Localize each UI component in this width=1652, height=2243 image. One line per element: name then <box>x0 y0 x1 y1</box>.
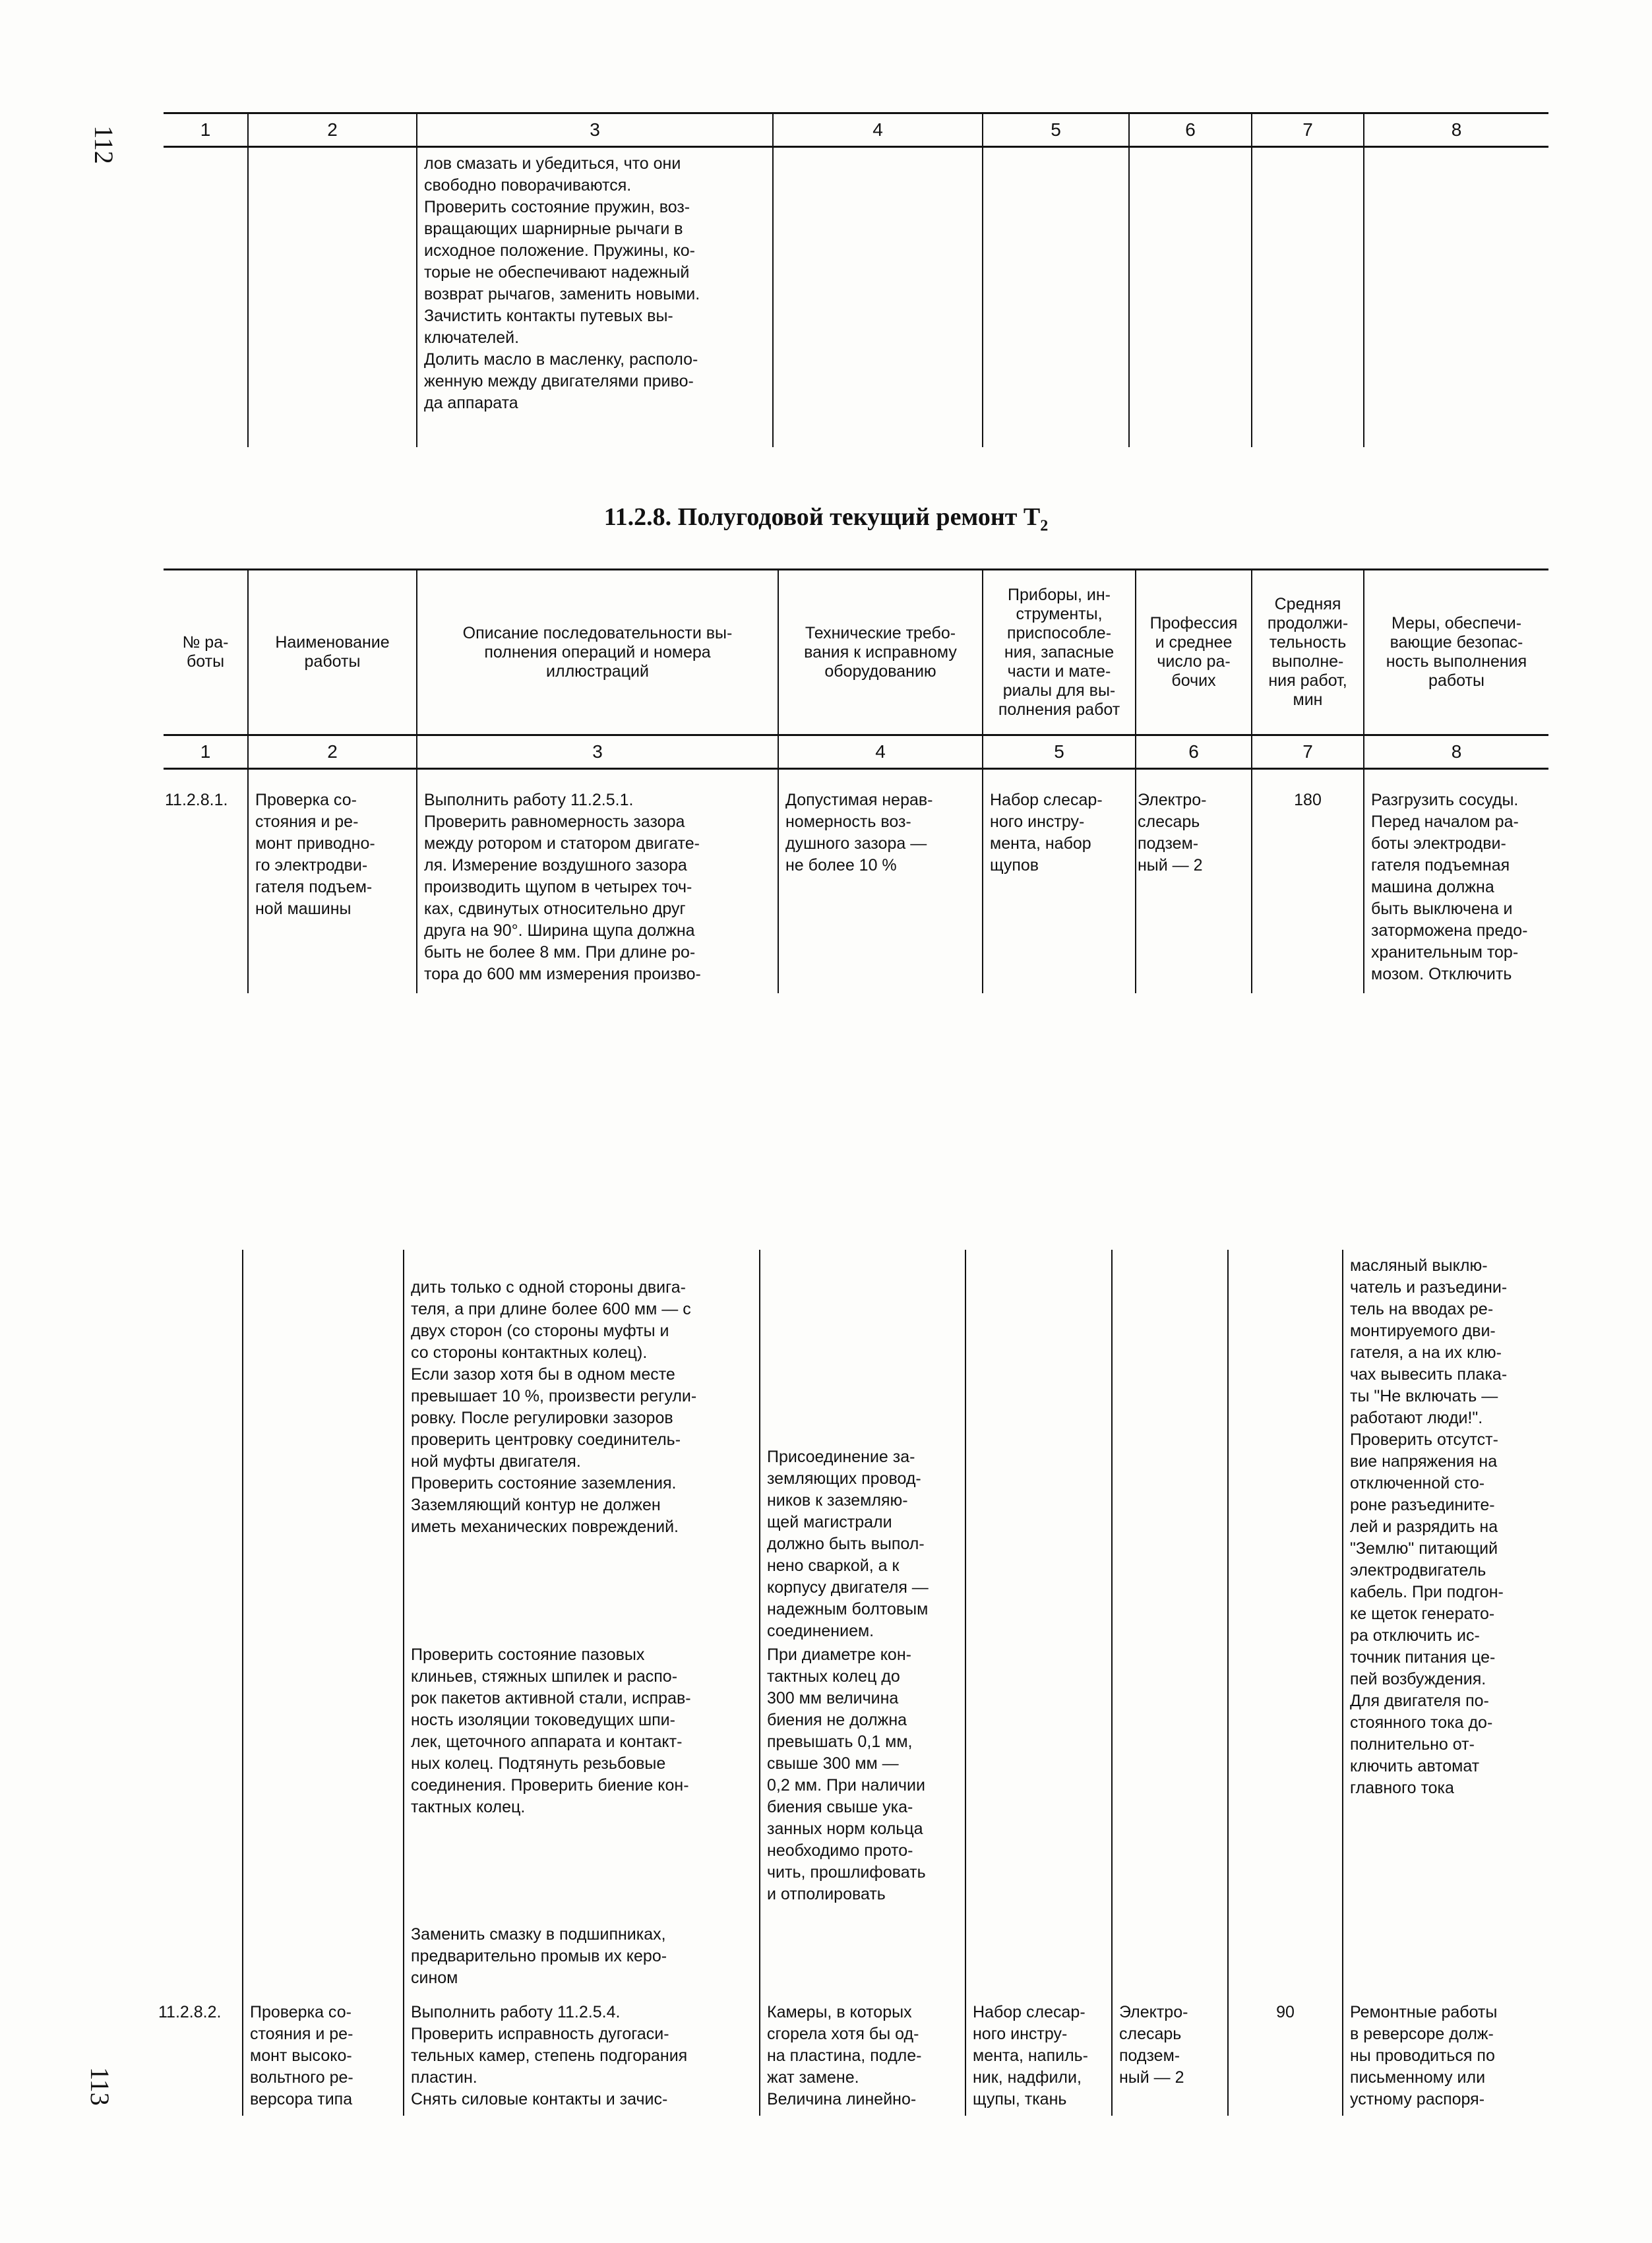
work-number: 11.2.8.2. <box>158 2003 222 2021</box>
header-duration: Средняя продолжи- тельность выполне- ния работ, мин <box>1252 570 1364 735</box>
continuation-safety: масляный выклю- чатель и разъедини- тель на вводах ре- монтируемого дви- гателя, а на их клю- чах вывесить плака- ты "Не включать — работают люди!". Проверить отсутст- вие напряжения на отключенной сто- роне разъедините- лей и разрядить на "Землю" питающий электродвигатель кабель. При подгон- ке щеток генерато- ра отключить ис- точник питания це- пей возбуждения. Для двигателя по- стоянного тока до- полнительно от- ключить автомат главного тока <box>1343 1250 1546 1996</box>
continuation-requirements-part: Присоединение за- земляющих провод- ников к заземляю- щей магистрали должно быть выпол- нено сваркой, а к корпусу двигателя — надежным болтовым соединением. <box>767 1448 929 1640</box>
column-number: 6 <box>1129 113 1252 147</box>
section-title-subscript: 2 <box>1040 517 1049 535</box>
header-work-number: № ра- боты <box>164 570 248 735</box>
top-table-number-row <box>164 113 1548 147</box>
column-number: 1 <box>164 735 248 769</box>
work-profession: Электро- слесарь подзем- ный — 2 <box>1112 1996 1228 2116</box>
column-number: 7 <box>1252 113 1364 147</box>
header-requirements: Технические требо- вания к исправному оборудованию <box>778 570 983 735</box>
column-number: 6 <box>1136 735 1252 769</box>
continuation-table <box>158 1250 1546 2116</box>
top-table-row <box>164 147 1548 447</box>
header-work-name: Наименование работы <box>248 570 417 735</box>
page-number-bottom: 113 <box>84 2067 115 2106</box>
column-number: 3 <box>417 735 778 769</box>
work-tools: Набор слесар- ного инстру- мента, набор щупов <box>983 769 1136 993</box>
main-table-number-row <box>164 735 1548 769</box>
column-number: 8 <box>1364 113 1548 147</box>
continuation-description-part: Проверить состояние пазовых клиньев, стяжных шпилек и распо- рок пакетов активной стали, исправ- ность изоляции токоведущих шпи- лек, щеточного аппарата и контакт- ных колец. Подтянуть резьбовые соединения. Проверить биение кон- тактных колец. <box>411 1645 691 1816</box>
table-row <box>164 769 1548 993</box>
work-requirements: Допустимая нерав- номерность воз- душного зазора — не более 10 % <box>778 769 983 993</box>
column-number: 5 <box>983 113 1129 147</box>
main-table <box>164 568 1548 993</box>
work-safety: Разгрузить сосуды. Перед началом ра- боты электродви- гателя подъемная машина должна быть выключена и заторможена предо- хранительным тор- мозом. Отключить <box>1364 769 1548 993</box>
top-table-description: лов смазать и убедиться, что они свободно поворачиваются. Проверить состояние пружин, воз- вращающих шарнирные рычаги в исходное положение. Пружины, ко- торые не обеспечивают надежный возврат рычагов, заменить новыми. Зачистить контакты путевых вы- ключателей. Долить масло в масленку, располо- женную между двигателями приво- да аппарата <box>417 147 773 447</box>
work-tools: Набор слесар- ного инстру- мента, напиль- ник, надфили, щупы, ткань <box>965 1996 1112 2116</box>
work-safety: Ремонтные работы в реверсоре долж- ны проводиться по письменному или устному распоря- <box>1343 1996 1546 2116</box>
top-table-continuation <box>164 112 1548 447</box>
header-tools: Приборы, ин- струменты, приспособле- ния, запасные части и мате- риалы для вы- полнения работ <box>983 570 1136 735</box>
work-number: 11.2.8.1. <box>165 791 228 809</box>
main-table-header-row <box>164 570 1548 735</box>
column-number: 7 <box>1252 735 1364 769</box>
work-requirements: Камеры, в которых сгорела хотя бы од- на пластина, подле- жат замене. Величина линейно- <box>760 1996 965 2116</box>
continuation-row <box>158 1250 1546 1996</box>
work-name: Проверка со- стояния и ре- монт приводно- го электродви- гателя подъем- ной машины <box>248 769 417 993</box>
continuation-description-part: Заменить смазку в подшипниках, предварительно промыв их керо- сином <box>411 1925 667 1987</box>
table-row <box>158 1996 1546 2116</box>
continuation-requirements <box>760 1250 965 1996</box>
column-number: 3 <box>417 113 773 147</box>
column-number: 2 <box>248 113 417 147</box>
column-number: 1 <box>164 113 248 147</box>
section-title: 11.2.8. Полугодовой текущий ремонт $Т_2$ <box>603 503 1049 535</box>
header-description: Описание последовательности вы- полнения операций и номера иллюстраций <box>417 570 778 735</box>
continuation-description <box>404 1250 760 1996</box>
work-description: Выполнить работу 11.2.5.4. Проверить исправность дугогаси- тельных камер, степень подгорания пластин. Снять силовые контакты и зачис- <box>404 1996 760 2116</box>
work-duration: 90 <box>1228 1996 1343 2116</box>
header-profession: Профессия и среднее число ра- бочих <box>1136 570 1252 735</box>
column-number: 4 <box>773 113 983 147</box>
continuation-description-part: дить только с одной стороны двига- теля, а при длине более 600 мм — с двух сторон (со стороны муфты и со стороны контактных колец). Если зазор хотя бы в одном месте превышает 10 %, произвести регули- ровку. После регулировки зазоров проверить центровку соединитель- ной муфты двигателя. Проверить состояние заземления. Заземляющий контур не должен иметь механических повреждений. <box>411 1278 697 1536</box>
column-number: 5 <box>983 735 1136 769</box>
work-duration: 180 <box>1252 769 1364 993</box>
continuation-requirements-part: При диаметре кон- тактных колец до 300 мм величина биения не должна превышать 0,1 мм, свыше 300 мм — 0,2 мм. При наличии биения свыше ука- занных норм кольца необходимо прото- чить, прошлифовать и отполировать <box>767 1645 926 1903</box>
page-number-top: 112 <box>88 125 119 164</box>
header-safety: Меры, обеспечи- вающие безопас- ность выполнения работы <box>1364 570 1548 735</box>
column-number: 8 <box>1364 735 1548 769</box>
column-number: 4 <box>778 735 983 769</box>
column-number: 2 <box>248 735 417 769</box>
work-profession: Электро- слесарь подзем- ный — 2 <box>1136 769 1252 993</box>
work-description: Выполнить работу 11.2.5.1. Проверить равномерность зазора между ротором и статором двигате- ля. Измерение воздушного зазора производить щупом в четырех точ- ках, сдвинутых относительно друг друга на 90°. Ширина щупа должна быть не более 8 мм. При длине ро- тора до 600 мм измерения произво- <box>417 769 778 993</box>
work-name: Проверка со- стояния и ре- монт высоко- вольтного ре- версора типа <box>243 1996 404 2116</box>
